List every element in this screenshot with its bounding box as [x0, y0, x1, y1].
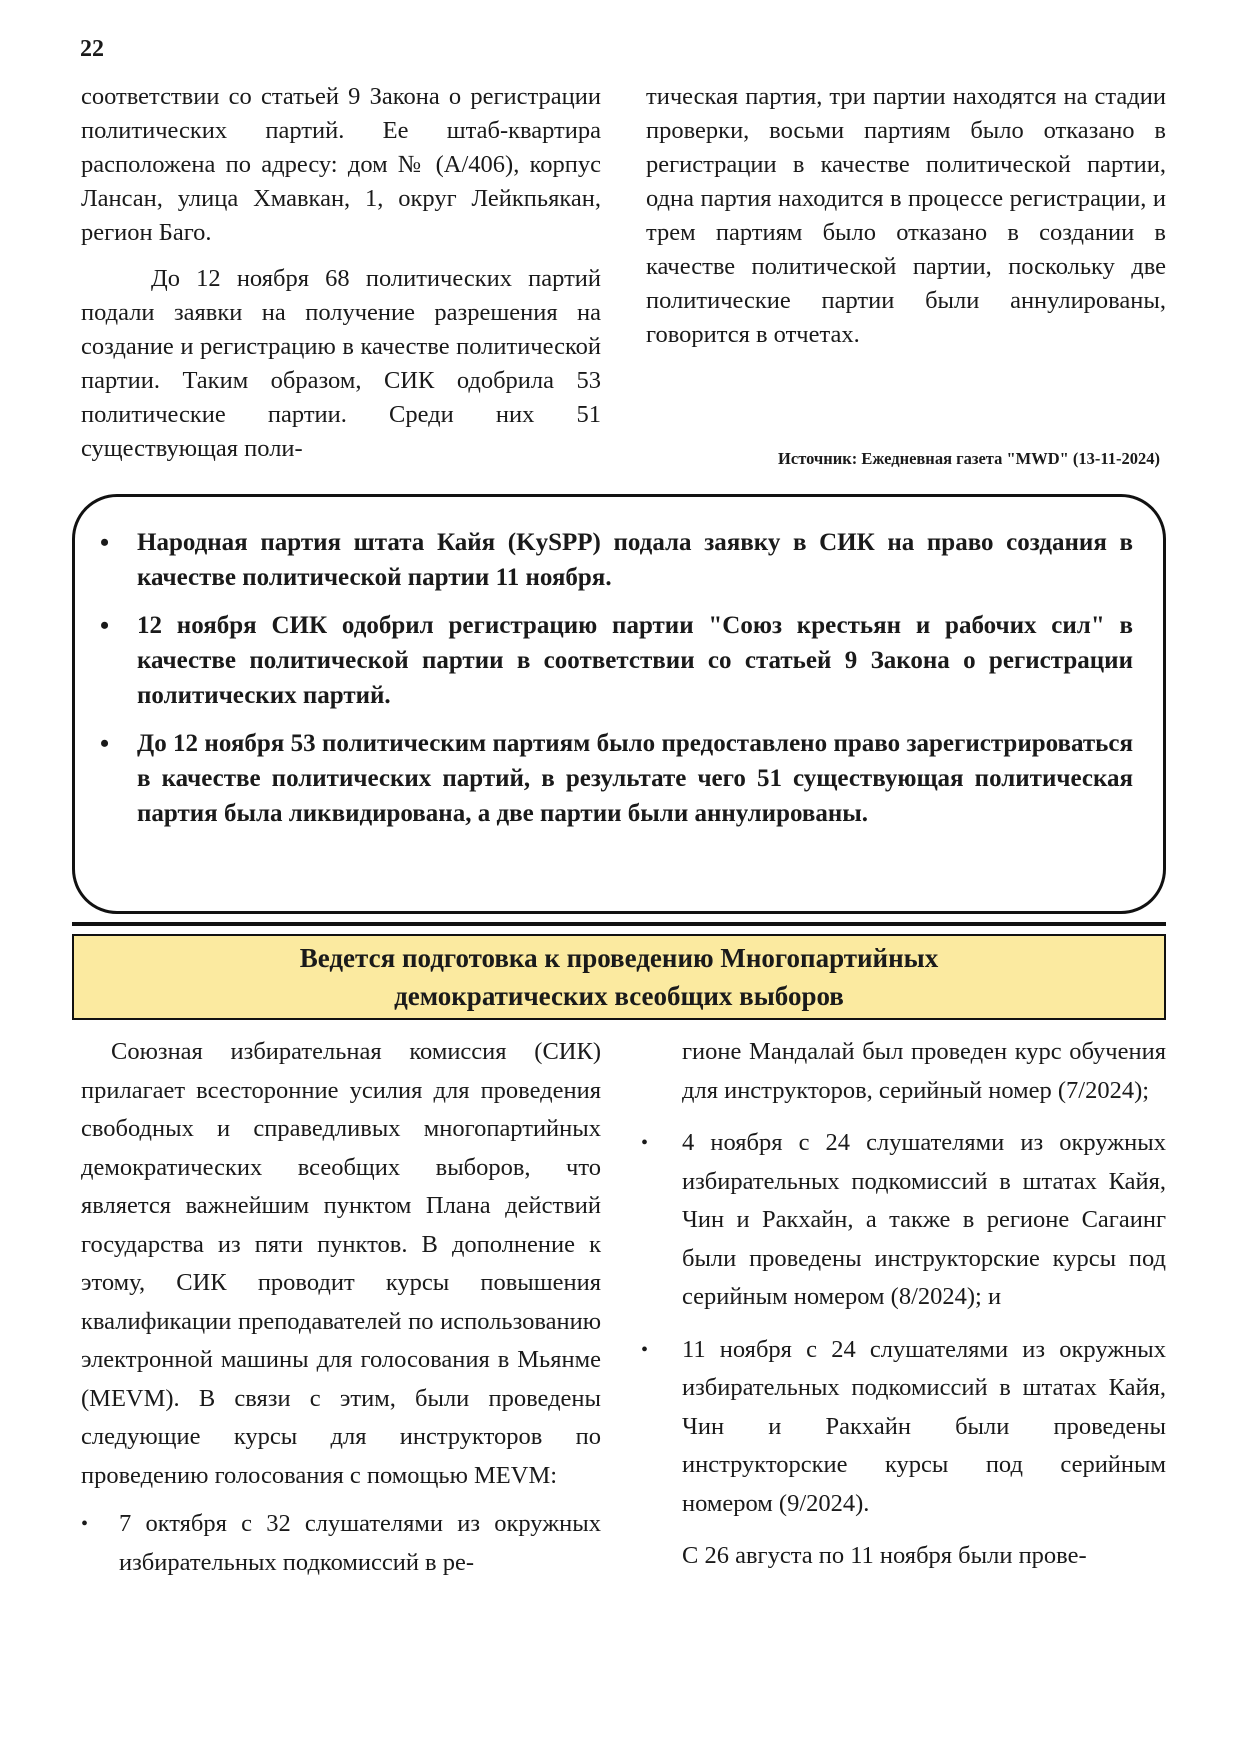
bottom-left-column [81, 1033, 601, 1596]
section-divider [72, 922, 1166, 926]
summary-item-text: 12 ноября СИК одобрил регистрацию партии "Союз крестьян и рабочих сил" в качестве политической партии в соответствии со статьей 9 Закона о регистрации политических партий. [137, 612, 1133, 709]
summary-item [100, 726, 1133, 831]
source-citation: Источник: Ежедневная газета "MWD" (13-11-2024) [778, 449, 1160, 468]
list-item [641, 1124, 1166, 1317]
course-list [81, 1505, 601, 1582]
list-item-text: 4 ноября с 24 слушателями из окружных избирательных подкомиссий в штатах Кайя, Чин и Ракхайн, а также в регионе Сагаинг были проведены инструкторские курсы под серийным номером (8/2024); и [682, 1129, 1166, 1310]
paragraph-final: С 26 августа по 11 ноября были прове- [682, 1542, 1087, 1569]
list-item-text: 11 ноября с 24 слушателями из окружных избирательных подкомиссий в штатах Кайя, Чин и Ракхайн были проведены инструкторские курсы под серийным номером (9/2024). [682, 1335, 1166, 1517]
section-title-line-2: демократических всеобщих выборов [394, 981, 844, 1011]
top-right-column [646, 80, 1166, 352]
top-left-column [81, 80, 601, 466]
bullet-icon: • [100, 611, 110, 640]
bullet-icon: • [100, 729, 110, 758]
summary-item [100, 608, 1133, 713]
summary-item-text: До 12 ноября 53 политическим партиям было предоставлено право зарегистрироваться в качестве политических партий, в результате чего 51 существующая политическая партия была ликвидирована, а две партии были аннулированы. [137, 730, 1133, 827]
section-title [300, 939, 939, 1015]
bullet-icon: • [641, 1338, 649, 1361]
summary-list [75, 497, 1163, 831]
bullet-icon: • [81, 1513, 89, 1535]
list-item [81, 1505, 601, 1582]
paragraph-party-status: тическая партия, три партии находятся на стадии проверки, восьми партиям было отказано в регистрации в качестве политической партии, одна партия находится в процессе регистрации, и трем партиям было отказано в создании в качестве политической партии, поскольку две политические партии были аннулированы, говорится в отчетах. [646, 83, 1166, 348]
list-item-text: 7 октября с 32 слушателями из окружных избирательных подкомиссий в ре- [119, 1510, 601, 1576]
paragraph-party-applications: До 12 ноября 68 политических партий подали заявки на получение разрешения на создание и регистрацию в качестве политической партии. Таким образом, СИК одобрила 53 политические партии. Среди них 51 существующая поли- [81, 265, 601, 462]
paragraph-election-preparation: Союзная избирательная комиссия (СИК) прилагает всесторонние усилия для проведения свободных и справедливых многопартийных демократических всеобщих выборов, что является важнейшим пунктом Плана действий государства из пяти пунктов. В дополнение к этому, СИК проводит курсы повышения квалификации преподавателей по использованию электронной машины для голосования в Мьянме (MEVM). В связи с этим, были проведены следующие курсы для инструкторов по проведению голосования с помощью MEVM: [81, 1038, 601, 1489]
list-item [641, 1331, 1166, 1524]
list-item-text: гионе Мандалай был проведен курс обучения для инструкторов, серийный номер (7/2024); [682, 1038, 1166, 1104]
list-item-continuation [682, 1033, 1166, 1110]
course-list-continued [641, 1033, 1166, 1523]
bullet-icon: • [641, 1132, 649, 1154]
summary-box [72, 494, 1166, 914]
bullet-icon: • [100, 528, 110, 557]
bottom-right-column [641, 1033, 1166, 1576]
page-number: 22 [80, 36, 104, 62]
paragraph-hq-address: соответствии со статьей 9 Закона о регистрации политических партий. Ее штаб-квартира расположена по адресу: дом № (А/406), корпус Лансан, улица Хмавкан, 1, округ Лейкпьякан, регион Баго. [81, 83, 601, 246]
summary-item [100, 525, 1133, 595]
section-title-line-1: Ведется подготовка к проведению Многопартийных [299, 943, 939, 973]
section-title-banner [72, 934, 1166, 1020]
summary-item-text: Народная партия штата Кайя (KySPP) подала заявку в СИК на право создания в качестве политической партии 11 ноября. [137, 529, 1133, 591]
